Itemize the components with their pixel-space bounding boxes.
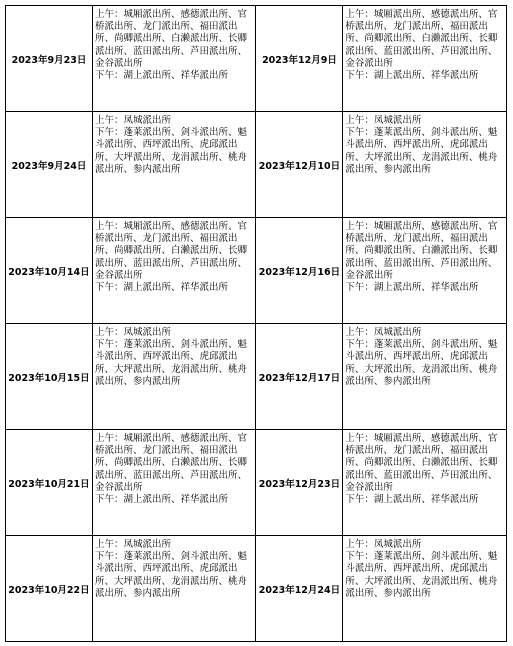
morning-stations: 上午：城厢派出所、感德派出所、官桥派出所、龙门派出所、福田派出所、尚卿派出所、白濑派出所、长卿派出所、蓝田派出所、芦田派出所、金谷派出所	[94, 9, 247, 69]
morning-stations: 上午：城厢派出所、感德派出所、官桥派出所、龙门派出所、福田派出所、尚卿派出所、白濑派出所、长卿派出所、蓝田派出所、芦田派出所、金谷派出所	[345, 221, 498, 281]
date-cell: 2023年10月15日	[6, 324, 93, 430]
date-cell: 2023年12月24日	[256, 536, 343, 642]
date-cell: 2023年9月23日	[6, 6, 93, 112]
date-cell: 2023年12月10日	[256, 112, 343, 218]
afternoon-stations: 下午：蓬莱派出所、剑斗派出所、魁斗派出所、西坪派出所、虎邱派出所、大坪派出所、龙涓派出所、桃舟派出所、参内派出所	[345, 339, 498, 387]
stations-cell	[343, 112, 507, 218]
afternoon-stations: 下午：蓬莱派出所、剑斗派出所、魁斗派出所、西坪派出所、虎邱派出所、大坪派出所、龙涓派出所、桃舟派出所、参内派出所	[345, 127, 498, 175]
stations-cell	[343, 430, 507, 536]
stations-cell	[343, 6, 507, 112]
date-cell: 2023年9月24日	[6, 112, 93, 218]
date-cell: 2023年10月21日	[6, 430, 93, 536]
stations-cell	[92, 6, 256, 112]
morning-stations: 上午：凤城派出所	[94, 539, 171, 550]
morning-stations: 上午：城厢派出所、感德派出所、官桥派出所、龙门派出所、福田派出所、尚卿派出所、白濑派出所、长卿派出所、蓝田派出所、芦田派出所、金谷派出所	[345, 433, 498, 493]
stations-cell	[92, 536, 256, 642]
table-row	[6, 112, 507, 218]
table-row	[6, 6, 507, 112]
date-cell: 2023年12月23日	[256, 430, 343, 536]
stations-cell	[92, 430, 256, 536]
afternoon-stations: 下午：湖上派出所、祥华派出所	[94, 494, 228, 506]
stations-cell	[92, 112, 256, 218]
afternoon-stations: 下午：蓬莱派出所、剑斗派出所、魁斗派出所、西坪派出所、虎邱派出所、大坪派出所、龙涓派出所、桃舟派出所、参内派出所	[94, 339, 247, 387]
stations-cell	[92, 218, 256, 324]
table-row	[6, 324, 507, 430]
morning-stations: 上午：凤城派出所	[345, 327, 422, 338]
morning-stations: 上午：城厢派出所、感德派出所、官桥派出所、龙门派出所、福田派出所、尚卿派出所、白濑派出所、长卿派出所、蓝田派出所、芦田派出所、金谷派出所	[94, 433, 247, 493]
morning-stations: 上午：凤城派出所	[345, 115, 422, 126]
table-row	[6, 218, 507, 324]
stations-cell	[92, 324, 256, 430]
morning-stations: 上午：凤城派出所	[94, 327, 171, 338]
stations-cell	[343, 218, 507, 324]
date-cell: 2023年12月16日	[256, 218, 343, 324]
afternoon-stations: 下午：蓬莱派出所、剑斗派出所、魁斗派出所、西坪派出所、虎邱派出所、大坪派出所、龙涓派出所、桃舟派出所、参内派出所	[94, 127, 247, 175]
stations-cell	[343, 536, 507, 642]
date-cell: 2023年10月14日	[6, 218, 93, 324]
afternoon-stations: 下午：湖上派出所、祥华派出所	[345, 282, 479, 294]
morning-stations: 上午：凤城派出所	[94, 115, 171, 126]
afternoon-stations: 下午：蓬莱派出所、剑斗派出所、魁斗派出所、西坪派出所、虎邱派出所、大坪派出所、龙涓派出所、桃舟派出所、参内派出所	[345, 551, 498, 599]
date-cell: 2023年12月9日	[256, 6, 343, 112]
table-row	[6, 536, 507, 642]
afternoon-stations: 下午：湖上派出所、祥华派出所	[345, 70, 479, 82]
schedule-page	[5, 5, 507, 641]
afternoon-stations: 下午：湖上派出所、祥华派出所	[94, 282, 228, 294]
morning-stations: 上午：城厢派出所、感德派出所、官桥派出所、龙门派出所、福田派出所、尚卿派出所、白濑派出所、长卿派出所、蓝田派出所、芦田派出所、金谷派出所	[94, 221, 247, 281]
schedule-table	[5, 5, 507, 642]
afternoon-stations: 下午：蓬莱派出所、剑斗派出所、魁斗派出所、西坪派出所、虎邱派出所、大坪派出所、龙涓派出所、桃舟派出所、参内派出所	[94, 551, 247, 599]
afternoon-stations: 下午：湖上派出所、祥华派出所	[94, 70, 228, 82]
morning-stations: 上午：城厢派出所、感德派出所、官桥派出所、龙门派出所、福田派出所、尚卿派出所、白濑派出所、长卿派出所、蓝田派出所、芦田派出所、金谷派出所	[345, 9, 498, 69]
afternoon-stations: 下午：湖上派出所、祥华派出所	[345, 494, 479, 506]
table-row	[6, 430, 507, 536]
date-cell: 2023年12月17日	[256, 324, 343, 430]
stations-cell	[343, 324, 507, 430]
date-cell: 2023年10月22日	[6, 536, 93, 642]
morning-stations: 上午：凤城派出所	[345, 539, 422, 550]
